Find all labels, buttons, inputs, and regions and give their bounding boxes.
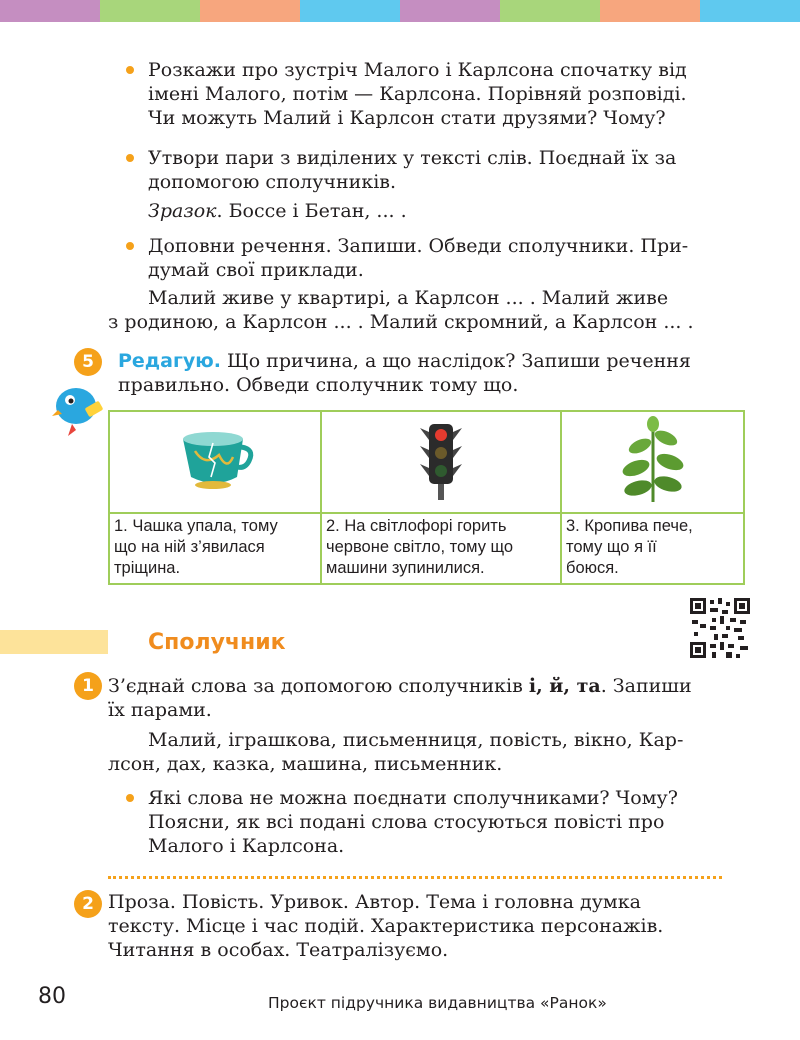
caption-line: тріщина. bbox=[114, 559, 181, 577]
text-line: Поясни, як всі подані слова стосуються повісті про bbox=[148, 811, 665, 833]
instruction-end: . Запиши bbox=[600, 675, 692, 697]
caption-line: 1. Чашка упала, тому bbox=[114, 517, 278, 535]
text-line: Утвори пари з виділених у тексті слів. Поєднай їх за bbox=[148, 147, 677, 169]
task-number-2: 2 bbox=[74, 890, 102, 918]
color-band bbox=[500, 0, 600, 22]
bullet-3-paragraph bbox=[108, 286, 694, 334]
text-line: з родиною, а Карлсон ... . Малий скромний, а Карлсон ... . bbox=[108, 311, 694, 333]
qr-code-icon bbox=[690, 598, 750, 658]
text-line: Чи можуть Малий і Карлсон стати друзями? Чому? bbox=[148, 107, 666, 129]
color-band bbox=[100, 0, 200, 22]
caption-line: 3. Кропива пече, bbox=[566, 517, 693, 535]
traffic-light-icon bbox=[416, 418, 466, 502]
task-number-1: 1 bbox=[74, 672, 102, 700]
caption-cell bbox=[109, 513, 321, 584]
instruction: З’єднай слова за допомогою сполучників bbox=[108, 675, 529, 697]
bullet-dot bbox=[126, 794, 134, 802]
heading-bar bbox=[0, 630, 108, 654]
sample-text: . Боссе і Бетан, ... . bbox=[216, 200, 407, 222]
conjunctions: і, й, та bbox=[528, 675, 601, 697]
bullet-dot bbox=[126, 66, 134, 74]
task-1-words bbox=[108, 728, 683, 776]
caption-line: 2. На світлофорі горить bbox=[326, 517, 507, 535]
sample-label: Зразок bbox=[148, 200, 217, 222]
text-line: Малий живе у квартирі, а Карлсон ... . Малий живе bbox=[148, 287, 669, 309]
color-band bbox=[200, 0, 300, 22]
text-line: Малого і Карлсона. bbox=[148, 835, 345, 857]
dotted-divider bbox=[108, 876, 722, 879]
color-band bbox=[700, 0, 800, 22]
top-color-strip bbox=[0, 0, 800, 22]
text-line: Проза. Повість. Уривок. Автор. Тема і головна думка bbox=[108, 891, 641, 913]
text-line: правильно. Обведи сполучник тому що. bbox=[118, 374, 519, 396]
caption-row bbox=[109, 513, 744, 584]
text-line bbox=[108, 674, 692, 698]
picture-table bbox=[108, 410, 745, 585]
color-band bbox=[400, 0, 500, 22]
text-line: Розкажи про зустріч Малого і Карлсона спочатку від bbox=[148, 59, 687, 81]
task-5-text bbox=[118, 349, 691, 397]
text-line: думай свої приклади. bbox=[148, 259, 364, 281]
bullet-dot bbox=[126, 154, 134, 162]
text-line bbox=[118, 349, 691, 373]
color-band bbox=[300, 0, 400, 22]
text-line: тексту. Місце і час подій. Характеристика персонажів. bbox=[108, 915, 664, 937]
footer-text: Проєкт підручника видавництва «Ранок» bbox=[268, 994, 607, 1012]
text-line: Читання в особах. Театралізуємо. bbox=[108, 939, 449, 961]
caption-line: що на ній з’явилася bbox=[114, 538, 265, 556]
bullet-2-text bbox=[148, 146, 676, 223]
image-cell bbox=[561, 411, 744, 513]
text-line: Малий, іграшкова, письменниця, повість, вікно, Кар- bbox=[148, 729, 684, 751]
task-label: Редагую. bbox=[118, 350, 221, 372]
cracked-cup-icon bbox=[175, 427, 255, 493]
text-line: Доповни речення. Запиши. Обведи сполучники. При- bbox=[148, 235, 689, 257]
sample-line bbox=[148, 199, 676, 223]
caption-line: машини зупинилися. bbox=[326, 559, 485, 577]
caption-cell bbox=[321, 513, 561, 584]
text-line: імені Малого, потім — Карлсона. Порівняй розповіді. bbox=[148, 83, 687, 105]
text-line: Які слова не можна поєднати сполучниками? Чому? bbox=[148, 787, 678, 809]
text-line: їх парами. bbox=[108, 699, 212, 721]
task-number-5: 5 bbox=[74, 348, 102, 376]
color-band bbox=[0, 0, 100, 22]
color-band bbox=[600, 0, 700, 22]
image-cell bbox=[321, 411, 561, 513]
task-2-text bbox=[108, 890, 663, 962]
task-1-bullet bbox=[148, 786, 678, 858]
bullet-3-text bbox=[148, 234, 688, 282]
bird-mascot-icon bbox=[50, 380, 106, 438]
task-1-text bbox=[108, 674, 692, 722]
text-line: лсон, дах, казка, машина, письменник. bbox=[108, 753, 503, 775]
image-cell bbox=[109, 411, 321, 513]
caption-line: червоне світло, тому що bbox=[326, 538, 514, 556]
text-line: допомогою сполучників. bbox=[148, 171, 397, 193]
nettle-plant-icon bbox=[618, 416, 688, 504]
section-heading: Сполучник bbox=[148, 630, 286, 655]
page-number: 80 bbox=[38, 984, 66, 1009]
bullet-dot bbox=[126, 242, 134, 250]
image-row bbox=[109, 411, 744, 513]
caption-line: тому що я її bbox=[566, 538, 657, 556]
caption-cell bbox=[561, 513, 744, 584]
task-question: Що причина, а що наслідок? Запиши речення bbox=[220, 350, 691, 372]
bullet-1-text bbox=[148, 58, 687, 130]
caption-line: боюся. bbox=[566, 559, 619, 577]
